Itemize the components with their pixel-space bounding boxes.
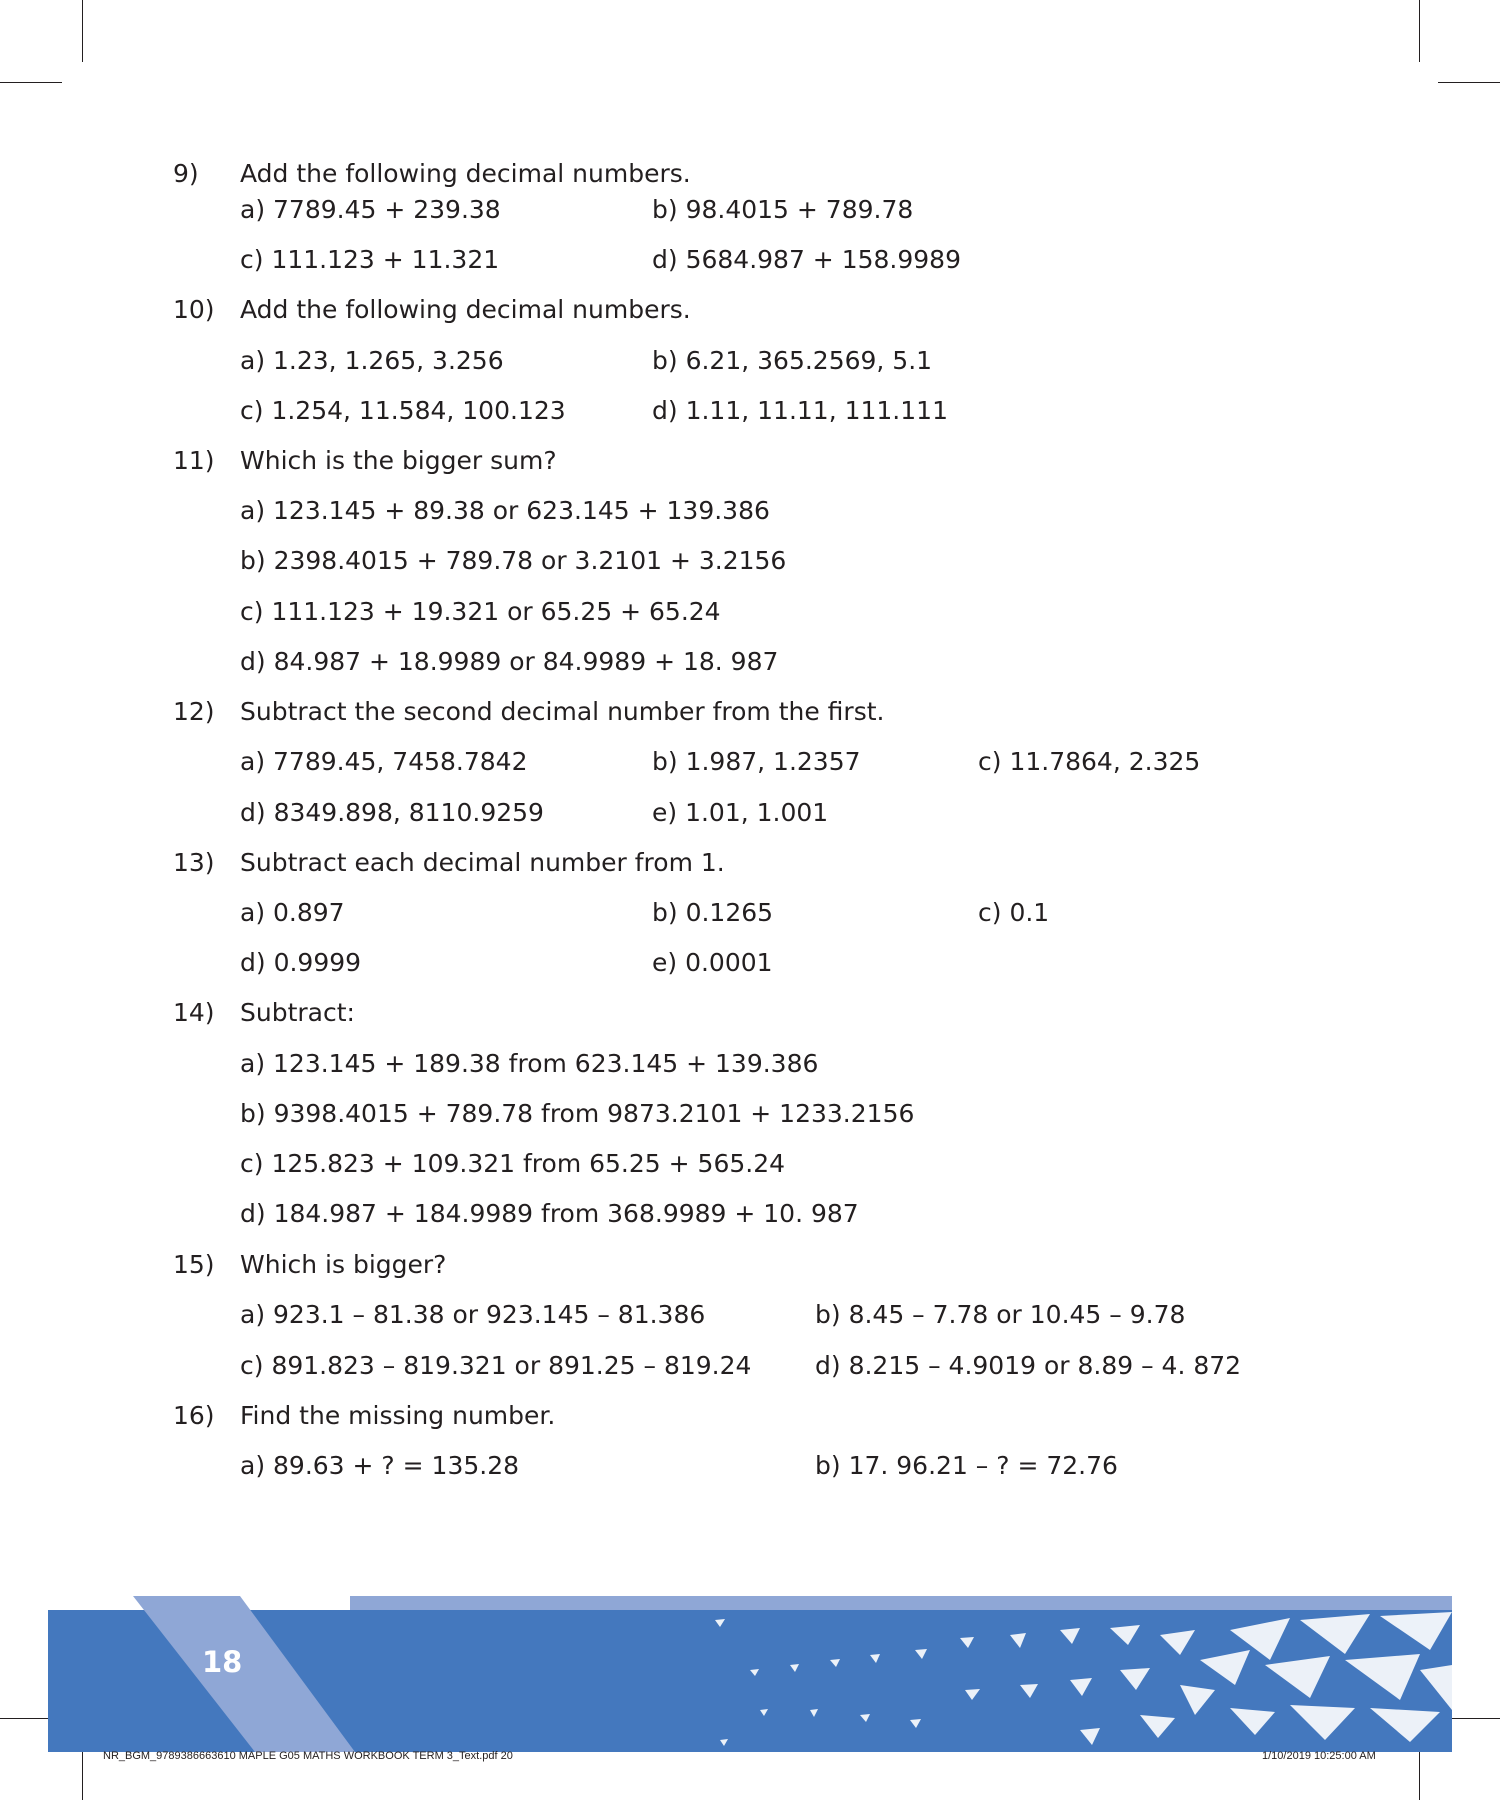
exercise-item: b) 0.1265 <box>652 898 774 927</box>
timestamp-slug: 1/10/2019 10:25:00 AM <box>1262 1750 1376 1762</box>
question-number: 13) <box>173 848 215 877</box>
question-text: Subtract: <box>240 998 355 1027</box>
question-text: Add the following decimal numbers. <box>240 295 691 324</box>
question-text: Which is bigger? <box>240 1250 447 1279</box>
exercise-item: c) 891.823 – 819.321 or 891.25 – 819.24 <box>240 1351 752 1380</box>
question-number: 10) <box>173 295 215 324</box>
question-text: Subtract each decimal number from 1. <box>240 848 725 877</box>
exercise-item: a) 1.23, 1.265, 3.256 <box>240 346 504 375</box>
question-number: 9) <box>173 159 199 188</box>
exercise-item: b) 9398.4015 + 789.78 from 9873.2101 + 1233.2156 <box>240 1099 915 1128</box>
exercise-item: d) 84.987 + 18.9989 or 84.9989 + 18. 987 <box>240 647 779 676</box>
exercise-item: b) 8.45 – 7.78 or 10.45 – 9.78 <box>815 1300 1186 1329</box>
file-slug: NR_BGM_9789386663610 MAPLE G05 MATHS WORKBOOK TERM 3_Text.pdf 20 <box>103 1750 513 1762</box>
exercise-item: b) 1.987, 1.2357 <box>652 747 861 776</box>
exercise-item: c) 111.123 + 19.321 or 65.25 + 65.24 <box>240 597 721 626</box>
question-text: Which is the bigger sum? <box>240 446 557 475</box>
exercise-item: d) 5684.987 + 158.9989 <box>652 245 961 274</box>
crop-mark <box>1438 82 1500 83</box>
exercise-item: a) 123.145 + 189.38 from 623.145 + 139.386 <box>240 1049 819 1078</box>
exercise-item: b) 17. 96.21 – ? = 72.76 <box>815 1451 1118 1480</box>
question-number: 12) <box>173 697 215 726</box>
exercise-item: d) 8.215 – 4.9019 or 8.89 – 4. 872 <box>815 1351 1242 1380</box>
exercise-item: b) 2398.4015 + 789.78 or 3.2101 + 3.2156 <box>240 546 787 575</box>
exercise-item: a) 89.63 + ? = 135.28 <box>240 1451 520 1480</box>
exercise-item: e) 1.01, 1.001 <box>652 798 829 827</box>
crop-mark <box>1419 0 1420 62</box>
question-number: 16) <box>173 1401 215 1430</box>
question-number: 15) <box>173 1250 215 1279</box>
exercise-item: a) 7789.45, 7458.7842 <box>240 747 528 776</box>
exercise-item: d) 0.9999 <box>240 948 362 977</box>
crop-mark <box>82 0 83 62</box>
exercise-item: c) 111.123 + 11.321 <box>240 245 500 274</box>
question-text: Find the missing number. <box>240 1401 556 1430</box>
exercise-item: a) 0.897 <box>240 898 345 927</box>
question-text: Subtract the second decimal number from the first. <box>240 697 885 726</box>
exercise-item: c) 125.823 + 109.321 from 65.25 + 565.24 <box>240 1149 786 1178</box>
exercise-item: c) 0.1 <box>978 898 1050 927</box>
exercise-item: c) 11.7864, 2.325 <box>978 747 1201 776</box>
exercise-item: a) 923.1 – 81.38 or 923.145 – 81.386 <box>240 1300 706 1329</box>
page-number: 18 <box>202 1645 243 1679</box>
exercise-item: d) 184.987 + 184.9989 from 368.9989 + 10. 987 <box>240 1199 859 1228</box>
question-number: 11) <box>173 446 215 475</box>
exercise-item: b) 98.4015 + 789.78 <box>652 195 914 224</box>
exercise-item: e) 0.0001 <box>652 948 773 977</box>
crop-mark <box>0 82 62 83</box>
exercise-item: b) 6.21, 365.2569, 5.1 <box>652 346 933 375</box>
exercise-item: a) 7789.45 + 239.38 <box>240 195 501 224</box>
exercise-item: d) 8349.898, 8110.9259 <box>240 798 544 827</box>
exercise-item: d) 1.11, 11.11, 111.111 <box>652 396 948 425</box>
exercise-item: a) 123.145 + 89.38 or 623.145 + 139.386 <box>240 496 770 525</box>
exercise-item: c) 1.254, 11.584, 100.123 <box>240 396 566 425</box>
question-text: Add the following decimal numbers. <box>240 159 691 188</box>
question-number: 14) <box>173 998 215 1027</box>
